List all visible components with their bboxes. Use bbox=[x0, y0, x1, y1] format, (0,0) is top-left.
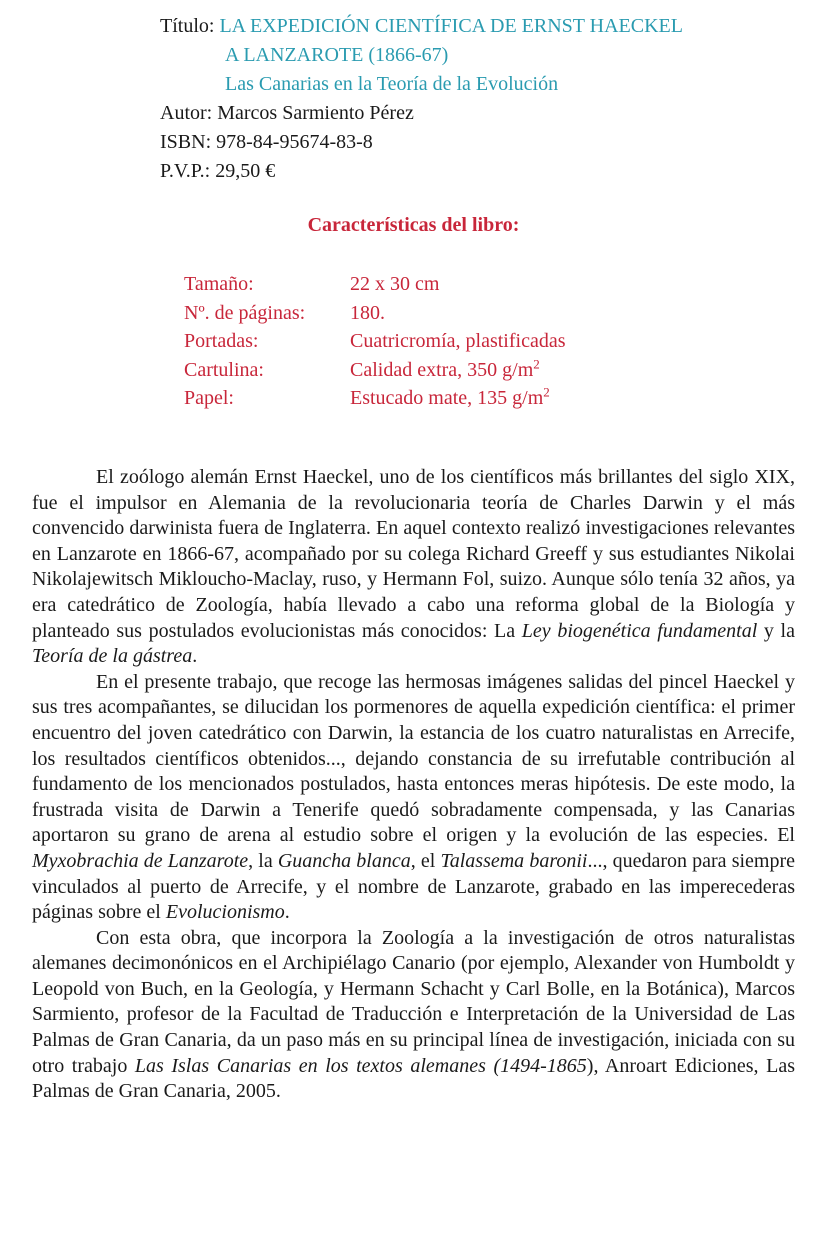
feature-value-text: Calidad extra, 350 g/m bbox=[350, 358, 534, 381]
text-span: En el presente trabajo, que recoge las hermosas imágenes salidas del pincel Haeckel y sus tres acompañantes, se dilucidan los pormenores de aquella expedición científica: el primer encuentro del joven catedrático con Darwin, la estancia de los cuatro naturalistas en Arrecife, los resultados científicos obtenidos..., dejando constancia de su irrefutable contribución al fundamento de los mencionados postulados, hasta entonces meras hipótesis. De este modo, la frustrada visita de Darwin a Tenerife quedó sobradamente compensada, y las Canarias aportaron su grano de arena al estudio sobre el origen y la evolución de las especies. El bbox=[32, 670, 795, 847]
title-row bbox=[160, 12, 800, 41]
text-span: El zoólogo alemán Ernst Haeckel, uno de los científicos más brillantes del siglo XIX, fue el impulsor en Alemania de la revolucionaria teoría de Charles Darwin y el más convencido darwinista fuera de Inglaterra. En aquel contexto realizó investigaciones relevantes en Lanzarote en 1866-67, acompañado por su colega Richard Greeff y sus estudiantes Nikolai Nikolajewitsch Mikloucho-Maclay, ruso, y Hermann Fol, suizo. Aunque sólo tenía 32 años, ya era catedrático de Zoología, había llevado a cabo una reforma global de la Biología y planteado sus postulados evolucionistas más conocidos: La bbox=[32, 466, 795, 642]
feature-value bbox=[350, 356, 540, 385]
italic-term: Ley biogenética fundamental bbox=[521, 619, 758, 642]
price-row bbox=[160, 157, 800, 186]
author-name: Marcos Sarmiento Pérez bbox=[217, 102, 414, 124]
superscript: 2 bbox=[543, 384, 550, 400]
isbn-label: ISBN: bbox=[160, 131, 212, 153]
price-label: P.V.P.: bbox=[160, 160, 211, 182]
feature-row-paper bbox=[184, 384, 565, 413]
author-row bbox=[160, 99, 800, 128]
book-title-line2: A LANZAROTE (1866-67) bbox=[225, 44, 449, 66]
italic-term: Evolucionismo bbox=[165, 901, 285, 924]
feature-row-covers bbox=[184, 327, 565, 356]
feature-label: Cartulina: bbox=[184, 358, 264, 381]
isbn-row bbox=[160, 128, 800, 157]
italic-term: Guancha blanca bbox=[277, 849, 411, 872]
feature-label: Papel: bbox=[184, 387, 234, 409]
feature-row-cardstock bbox=[184, 356, 565, 385]
feature-row-size bbox=[184, 270, 565, 299]
feature-value: Cuatricromía, plastificadas bbox=[350, 330, 566, 352]
italic-term: Teoría de la gástrea bbox=[32, 645, 193, 668]
features-list bbox=[184, 270, 565, 413]
isbn-value: 978-84-95674-83-8 bbox=[216, 131, 373, 153]
superscript: 2 bbox=[533, 355, 540, 371]
feature-value-text: Estucado mate, 135 g/m bbox=[350, 387, 544, 409]
price-value: 29,50 € bbox=[215, 160, 276, 182]
paragraph-3 bbox=[32, 926, 795, 1105]
feature-label: Nº. de páginas: bbox=[184, 301, 306, 324]
text-span: y la bbox=[757, 619, 795, 642]
feature-value: 180. bbox=[350, 301, 385, 324]
paragraph-2 bbox=[32, 670, 795, 926]
author-label: Autor: bbox=[160, 102, 213, 124]
text-span: ), Anroart Ediciones, Las Palmas de Gran Canaria, 2005. bbox=[32, 1054, 795, 1103]
feature-row-pages bbox=[184, 299, 565, 328]
feature-value: 22 x 30 cm bbox=[350, 273, 440, 295]
book-description bbox=[32, 465, 795, 1105]
paragraph-1 bbox=[32, 465, 795, 670]
italic-term: Talassema baronii bbox=[440, 849, 588, 872]
book-title-line1: LA EXPEDICIÓN CIENTÍFICA DE ERNST HAECKEL bbox=[219, 15, 683, 37]
feature-value bbox=[350, 384, 550, 413]
text-span: . bbox=[284, 901, 290, 924]
text-span: , el bbox=[410, 849, 441, 872]
text-span: ..., quedaron para siempre vinculados al puerto de Arrecife, y el nombre de Lanzarote, grabado en las imperecederas páginas sobre el bbox=[32, 849, 795, 924]
text-span: Con esta obra, que incorpora la Zoología a la investigación de otros naturalistas alemanes decimonónicos en el Archipiélago Canario (por ejemplo, Alexander von Humboldt y Leopold von Buch, en la Geología, y Hermann Schacht y Carl Bolle, en la Botánica), Marcos Sarmiento, profesor de la Facultad de Traducción e Interpretación de la Universidad de Las Palmas de Gran Canaria, da un paso más en su principal línea de investigación, iniciada con su otro trabajo bbox=[32, 926, 795, 1077]
italic-term: Myxobrachia de Lanzarote bbox=[32, 849, 249, 872]
italic-term: Las Islas Canarias en los textos alemanes (1494-1865 bbox=[134, 1054, 587, 1077]
feature-label: Tamaño: bbox=[184, 273, 254, 295]
features-heading: Características del libro: bbox=[307, 214, 520, 236]
text-span: . bbox=[192, 645, 198, 668]
book-header bbox=[160, 12, 800, 186]
text-span: , la bbox=[248, 849, 278, 872]
title-label: Título: bbox=[160, 15, 215, 37]
book-subtitle: Las Canarias en la Teoría de la Evolución bbox=[225, 73, 559, 95]
feature-label: Portadas: bbox=[184, 330, 259, 352]
